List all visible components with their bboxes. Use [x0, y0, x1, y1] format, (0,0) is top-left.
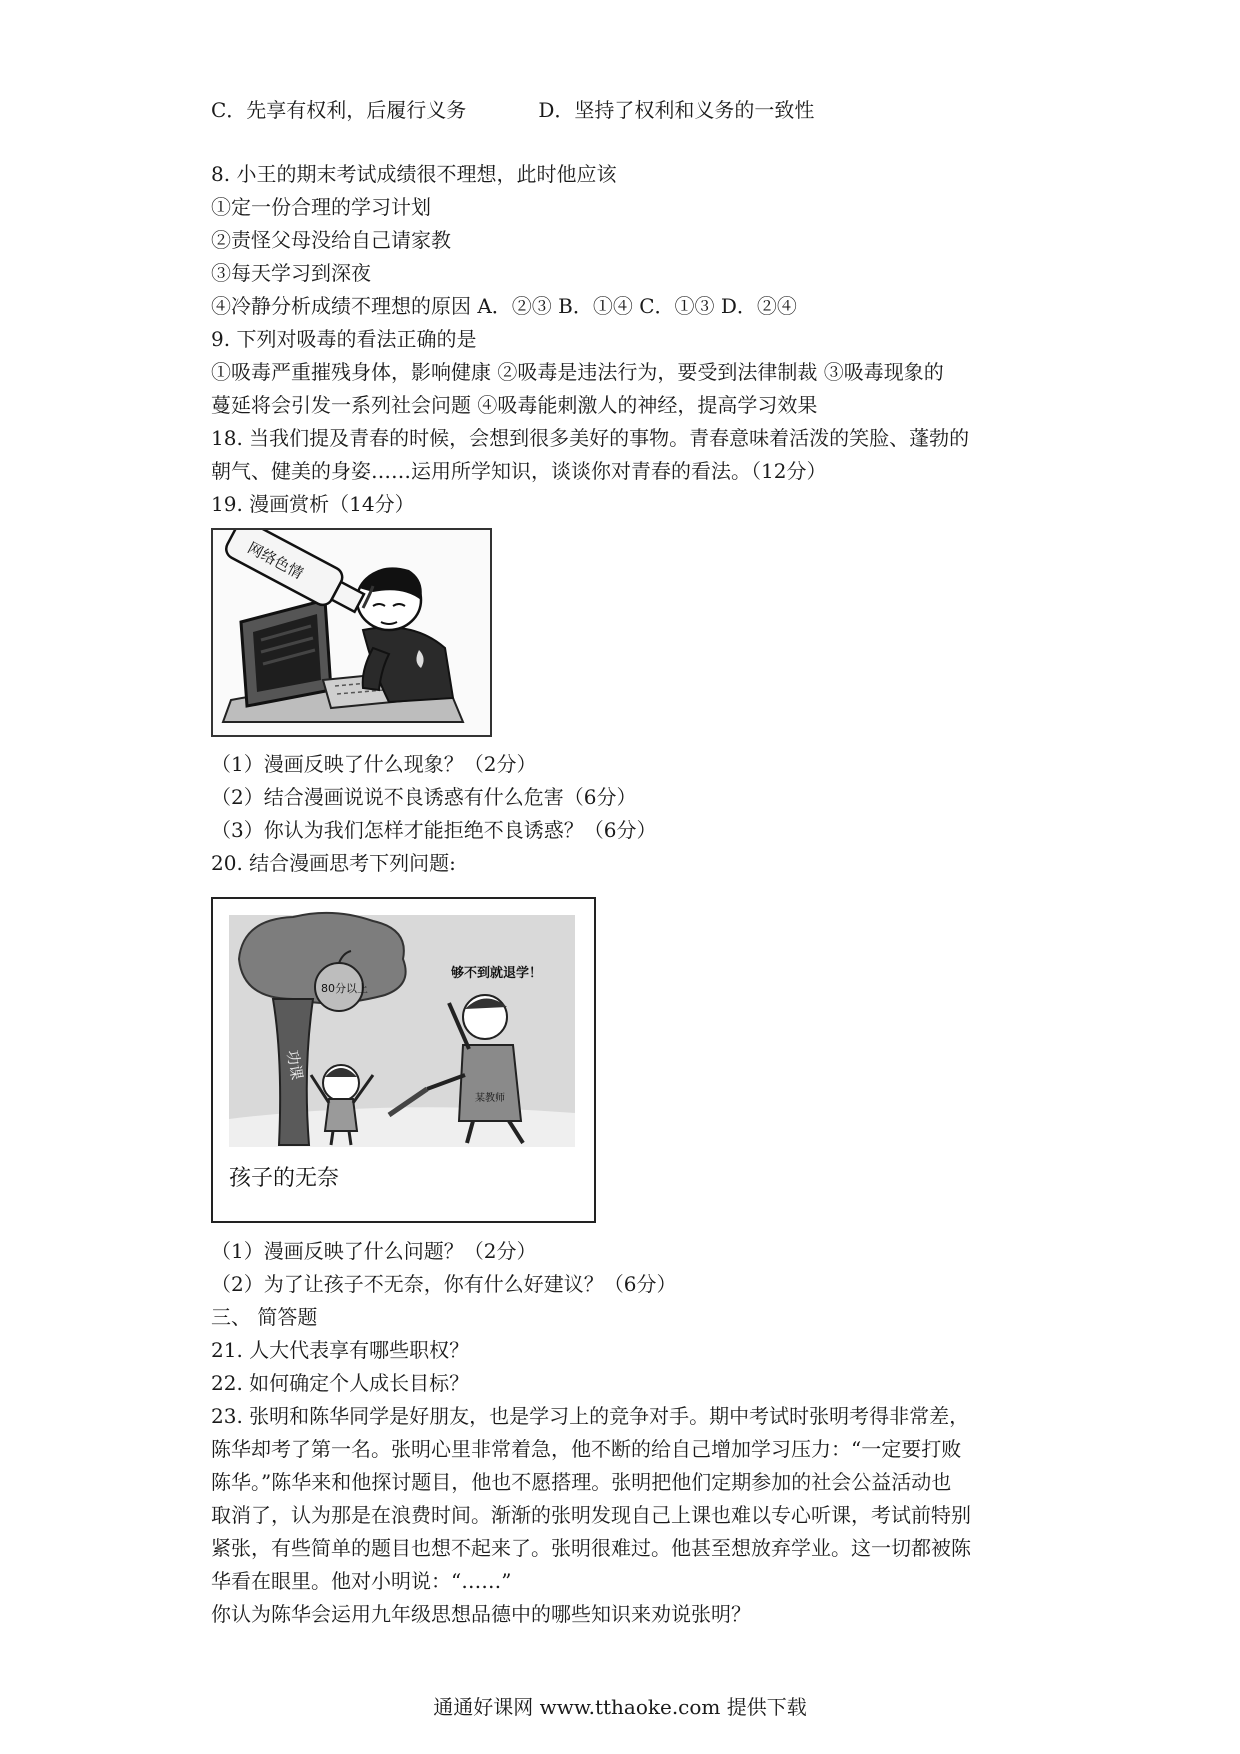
cartoon-caption: 孩子的无奈 [229, 1166, 340, 1191]
text-line-q8-4: ④冷静分析成绩不理想的原因 A．②③ B．①④ C．①③ D．②④ [211, 294, 797, 318]
cartoon-internet-temptation-drawing [213, 530, 490, 735]
cartoon-internet-temptation [211, 528, 492, 737]
text-line-q23-d: 取消了，认为那是在浪费时间。渐渐的张明发现自己上课也难以专心听课，考试前特别 [211, 1503, 971, 1527]
text-line-q8: 8. 小王的期末考试成绩很不理想，此时他应该 [211, 162, 617, 186]
text-line-q19: 19. 漫画赏析（14分） [211, 492, 415, 516]
text-line-q23-e: 紧张，有些简单的题目也想不起来了。张明很难过。他甚至想放弃学业。这一切都被陈 [211, 1536, 971, 1560]
cartoon-child-helpless [211, 897, 596, 1223]
text-line-q18-b: 朝气、健美的身姿……运用所学知识，谈谈你对青春的看法。（12分） [211, 459, 827, 483]
page-footer: 通通好课网 www.tthaoke.com 提供下载 [433, 1695, 807, 1719]
text-line-q23-f: 华看在眼里。他对小明说：“……” [211, 1569, 512, 1593]
trunk-label: 功课 [283, 1048, 306, 1082]
text-line-q9-a: ①吸毒严重摧残身体，影响健康 ②吸毒是违法行为，要受到法律制裁 ③吸毒现象的 [211, 360, 944, 384]
text-line-q20: 20. 结合漫画思考下列问题: [211, 851, 456, 875]
option-c: C．先享有权利，后履行义务 [211, 98, 467, 122]
text-line-q21: 21. 人大代表享有哪些职权？ [211, 1338, 470, 1362]
cartoon-child-helpless-drawing [213, 899, 594, 1221]
text-line-q8-1: ①定一份合理的学习计划 [211, 195, 431, 219]
text-line-sec3: 三、 简答题 [211, 1305, 318, 1329]
teacher-label: 某教师 [475, 1093, 505, 1104]
text-line-q19-1: （1）漫画反映了什么现象？（2分） [211, 752, 537, 776]
apple-label: 80分以上 [321, 982, 368, 995]
text-line-q9-b: 蔓延将会引发一系列社会问题 ④吸毒能刺激人的神经，提高学习效果 [211, 393, 818, 417]
text-line-q7-cd [211, 98, 814, 122]
text-line-q20-1: （1）漫画反映了什么问题？（2分） [211, 1239, 537, 1263]
text-line-q23-a: 23. 张明和陈华同学是好朋友，也是学习上的竞争对手。期中考试时张明考得非常差， [211, 1404, 970, 1428]
text-line-q23-b: 陈华却考了第一名。张明心里非常着急，他不断的给自己增加学习压力：“一定要打败 [211, 1437, 962, 1461]
text-line-q23-c: 陈华。”陈华来和他探讨题目，他也不愿搭理。张明把他们定期参加的社会公益活动也 [211, 1470, 952, 1494]
text-line-q18-a: 18. 当我们提及青春的时候，会想到很多美好的事物。青春意味着活泼的笑脸、蓬勃的 [211, 426, 970, 450]
text-line-q23-g: 你认为陈华会运用九年级思想品德中的哪些知识来劝说张明？ [211, 1602, 751, 1626]
text-line-q8-3: ③每天学习到深夜 [211, 261, 371, 285]
text-line-q19-2: （2）结合漫画说说不良诱惑有什么危害（6分） [211, 785, 637, 809]
text-line-q22: 22. 如何确定个人成长目标？ [211, 1371, 470, 1395]
text-line-q19-3: （3）你认为我们怎样才能拒绝不良诱惑？（6分） [211, 818, 657, 842]
option-d: D．坚持了权利和义务的一致性 [538, 98, 815, 122]
text-line-q9: 9. 下列对吸毒的看法正确的是 [211, 327, 477, 351]
speech-text: 够不到就退学！ [451, 966, 543, 981]
text-line-q8-2: ②责怪父母没给自己请家教 [211, 228, 451, 252]
text-line-q20-2: （2）为了让孩子不无奈，你有什么好建议？（6分） [211, 1272, 677, 1296]
bottle-label: 网络色情 [244, 538, 307, 583]
